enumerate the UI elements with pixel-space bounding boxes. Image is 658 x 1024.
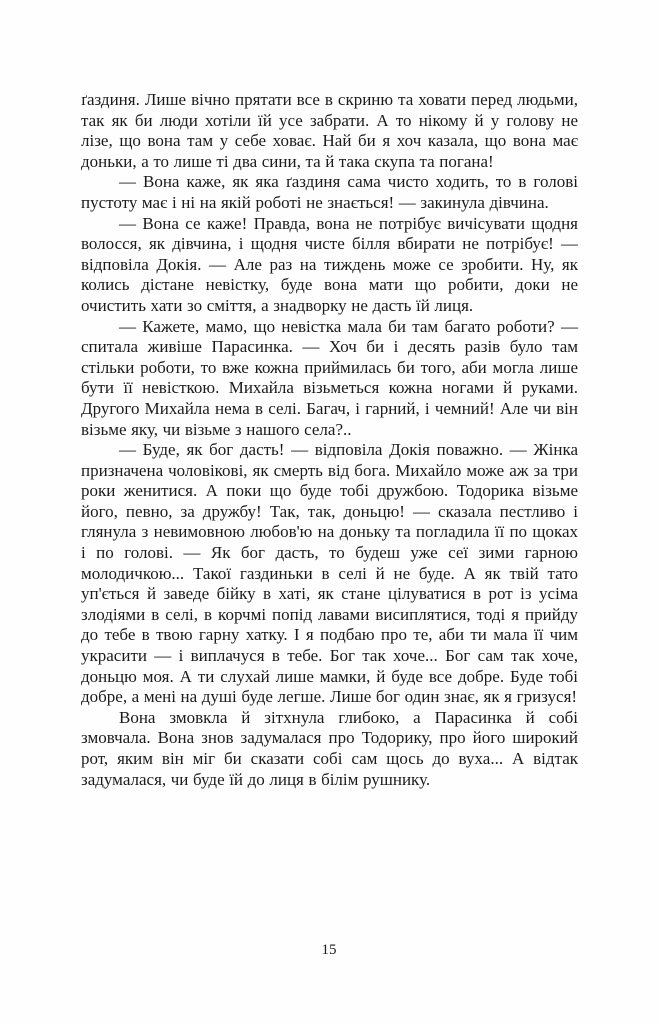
paragraph-dialogue-1: — Вона каже, як яка ґаздиня сама чисто ходить, то в голові пустоту має і ні на якій роботі не знається! — закинула дівчина. [81,172,578,212]
page-number: 15 [321,942,337,958]
paragraph-dialogue-3: — Кажете, мамо, що невістка мала би там багато роботи? — спитала живіше Парасинка. — Хоч би і десять разів було там стільки роботи, то вже кожна приймилась би того, аби могла лише бути її невісткою. Михайла візьметься кожна ногами й руками. Другого Михайла нема в селі. Багач, і гарний, і чемний! Але чи він візьме яку, чи візьме з нашого села?.. [81,316,578,439]
paragraph-continuation: ґаздиня. Лише вічно прятати все в скриню та ховати перед людьми, так як би люди хотіли їй усе забрати. А то нікому й у голову не лізе, що вона там у себе ховає. Най би я хоч казала, що вона має доньки, а то лише ті два сини, та й така скупа та погана! [81,90,578,171]
paragraph-narration: Вона змовкла й зітхнула глибоко, а Парасинка й собі змовчала. Вона знов задумалася про Тодорику, про його широкий рот, яким він міг би сказати собі сам щось до вуха... А відтак задумалася, чи буде їй до лиця в білім рушнику. [81,707,578,789]
paragraph-dialogue-2: — Вона се каже! Правда, вона не потрібує вичісувати щодня волосся, як дівчина, і щодня чисте білля вбирати не потрібує! — відповіла Докія. — Але раз на тиждень може се зробити. Ну, як колись дістане невістку, буде вона мати що робити, доки не очистить хати зо сміття, а знадворку не дасть їй лиця. [81,213,578,315]
body-text-column [81,90,578,790]
paragraph-dialogue-4: — Буде, як бог дасть! — відповіла Докія поважно. — Жінка призначена чоловікові, як смерть від бога. Михайло може аж за три роки женитися. А поки що буде тобі дружбою. Тодорика візьме його, певно, за дружбу! Так, так, доньцю! — сказала пестливо і глянула з невимовною любов'ю на доньку та погладила її по щоках і по голові. — Як бог дасть, то будеш уже сеї зими гарною молодичкою... Такої газдиньки в селі й не буде. А як твій тато уп'ється й заведе бійку в хаті, як стане цілуватися в рот із усіма злодіями в селі, в корчмі попід лавами висиплятися, тоді я прийду до тебе в твою гарну хатку. І я подбаю про те, аби ти мала її чим украсити — і виплачуся в тебе. Бог так хоче... Бог сам так хоче, доньцю моя. А ти слухай лише мамки, й буде все добре. Буде тобі добре, а мені на душі буде легше. Лише бог один знає, як я гризуся! [81,440,578,707]
